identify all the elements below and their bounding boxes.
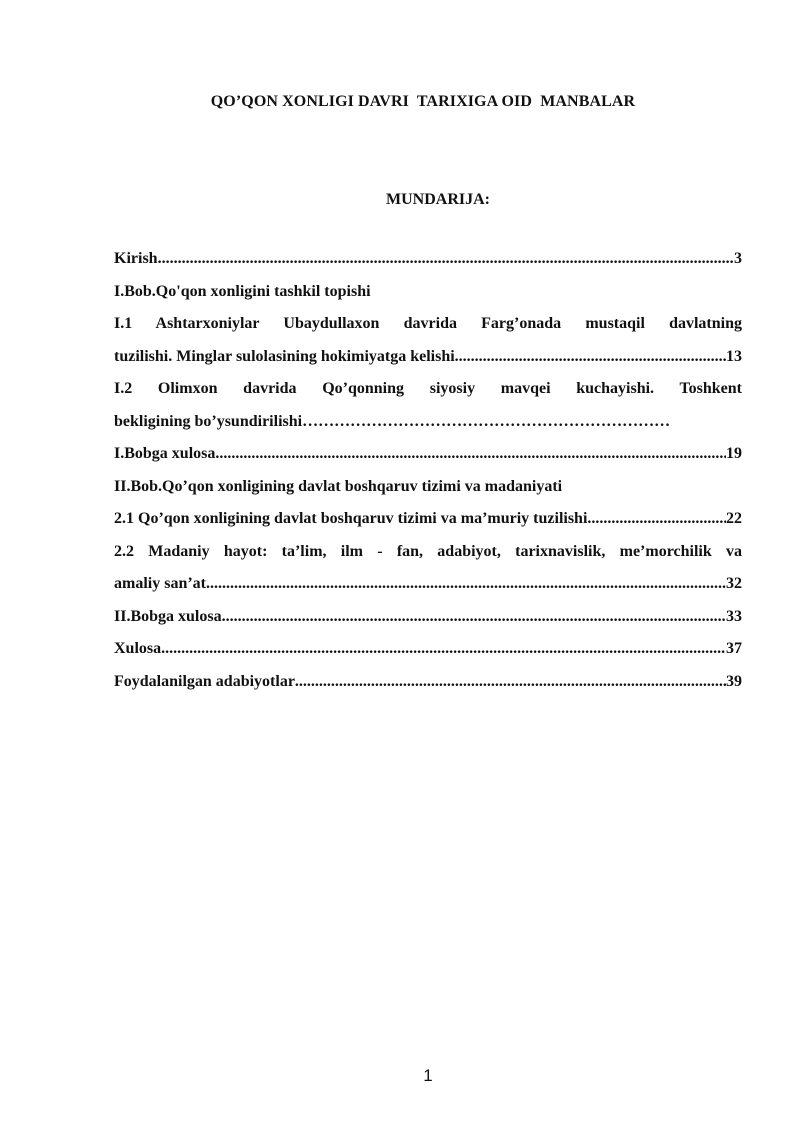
toc-entry-2-2-line2 <box>114 568 742 601</box>
toc-entry-1-1-line1: I.1 Ashtarxoniylar Ubaydullaxon davrida Farg’onada mustaqil davlatning <box>114 315 742 332</box>
toc-entry-1-2-line1: I.2 Olimxon davrida Qo’qonning siyosiy mavqei kuchayishi. Toshkent <box>114 380 742 397</box>
toc-entry-label: Foydalanilgan adabiyotlar <box>114 672 295 690</box>
toc-entry-label: Kirish <box>114 250 158 267</box>
toc-entry-conclusion-2 <box>114 601 742 634</box>
toc-entry-kirish <box>114 243 742 276</box>
toc-entry-label: II.Bobga xulosa <box>114 607 222 625</box>
toc-entry-conclusion-1 <box>114 438 742 471</box>
toc-leader-dots <box>161 633 726 666</box>
toc-chapter-2: II.Bob.Qo’qon xonligining davlat boshqaruv tizimi va madaniyati <box>114 477 563 495</box>
page-number: 1 <box>423 1066 433 1085</box>
toc-leader-dots <box>295 666 726 699</box>
toc-entry-page: 33 <box>726 607 742 625</box>
toc-entry-page: 22 <box>726 510 742 527</box>
toc-leader-dots <box>587 503 726 536</box>
toc-entry-page: 32 <box>726 575 742 592</box>
toc-entry-2-2-line1: 2.2 Madaniy hayot: ta’lim, ilm - fan, adabiyot, tarixnavislik, me’morchilik va <box>114 542 742 560</box>
toc-entry-label: I.Bobga xulosa <box>114 445 216 462</box>
toc-entry-label: tuzilishi. Minglar sulolasining hokimiyatga kelishi <box>114 347 455 365</box>
toc-entry-xulosa <box>114 633 742 666</box>
toc-entry-page: 39 <box>726 672 742 690</box>
toc-entry-page: 3 <box>734 250 742 267</box>
toc-leader-dots <box>222 601 726 634</box>
toc-entry-label: 2.1 Qo’qon xonligining davlat boshqaruv tizimi va ma’muriy tuzilishi <box>114 510 588 527</box>
toc-entry-page: 19 <box>726 445 742 462</box>
toc-entry-label: amaliy san’at <box>114 575 206 592</box>
toc-leader-dots <box>158 243 734 276</box>
toc-leader-dots <box>215 438 726 471</box>
toc-heading: MUNDARIJA: <box>386 191 490 208</box>
toc-chapter-1: I.Bob.Qo'qon xonligini tashkil topishi <box>114 282 371 300</box>
toc-entry-1-2-line2: bekligining bo’ysundirilishi…………………………………………………………… <box>114 412 671 430</box>
table-of-contents <box>114 243 742 698</box>
toc-leader-dots <box>455 341 726 374</box>
toc-entry-page: 13 <box>726 347 742 365</box>
toc-entry-1-1-line2 <box>114 341 742 374</box>
toc-entry-adabiyotlar <box>114 666 742 699</box>
toc-entry-label: Xulosa <box>114 640 162 657</box>
toc-leader-dots <box>206 568 726 601</box>
page-title: QO’QON XONLIGI DAVRI TARIXIGA OID MANBALAR <box>210 93 636 110</box>
toc-entry-2-1 <box>114 503 742 536</box>
toc-entry-page: 37 <box>726 640 742 657</box>
